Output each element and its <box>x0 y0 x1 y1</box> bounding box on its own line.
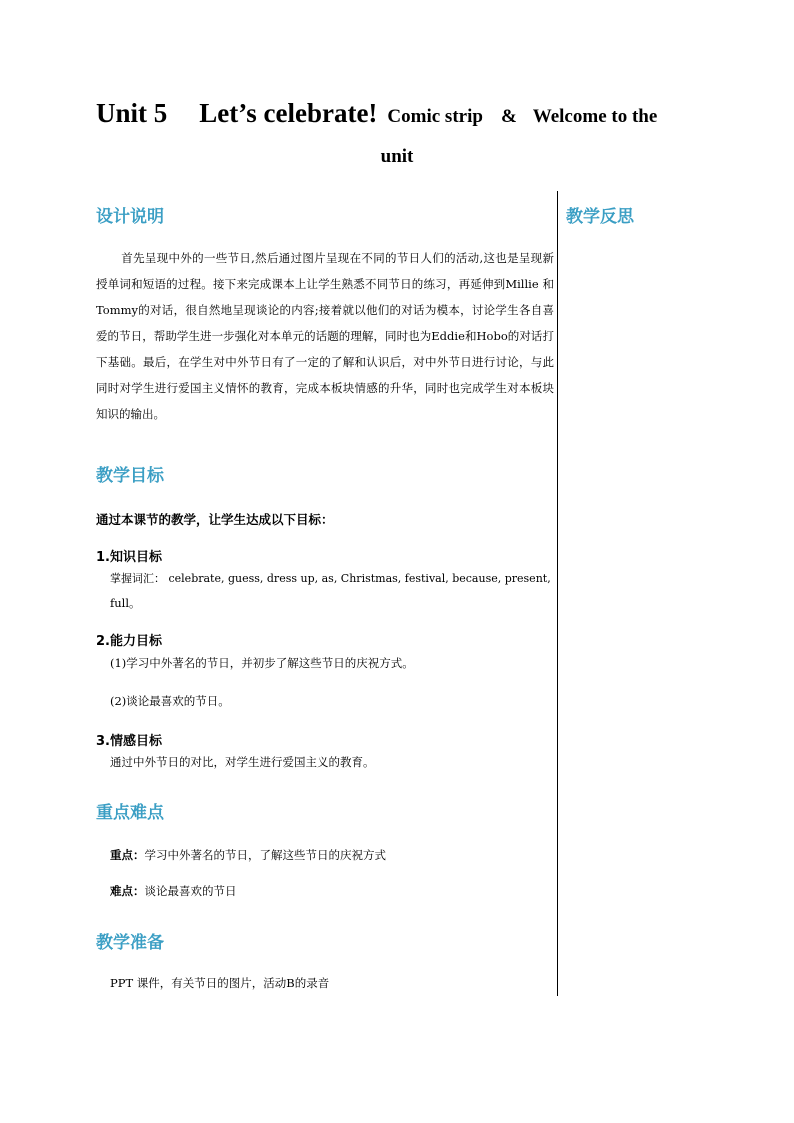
emotion-item1: 通过中外节日的对比，对学生进行爱国主义的教育。 <box>110 755 375 769</box>
preparation-text: PPT 课件，有关节日的图片，活动B的录音 <box>110 976 330 990</box>
reflection-heading: 教学反思 <box>566 207 634 227</box>
difficulty-label: 难点： <box>110 884 145 898</box>
difficulty-line <box>110 879 237 903</box>
focus-text: 学习中外著名的节日，了解这些节日的庆祝方式 <box>144 848 386 862</box>
page-title <box>96 98 706 129</box>
focus-line <box>110 843 386 867</box>
preparation-heading: 教学准备 <box>96 933 164 953</box>
difficulty-text: 谈论最喜欢的节日 <box>144 884 237 898</box>
focus-label: 重点： <box>110 848 145 862</box>
ability-title: 2.能力目标 <box>96 634 162 649</box>
title-unit: Unit 5 <box>96 98 168 128</box>
design-heading: 设计说明 <box>96 207 164 227</box>
title-main: Let’s celebrate! <box>199 98 378 128</box>
knowledge-line1: 掌握词汇： celebrate, guess, dress up, as, Christmas, festival, because, present, <box>110 572 551 585</box>
knowledge-line2: full。 <box>110 596 141 610</box>
page-title-line2: unit <box>380 146 414 167</box>
title-amp: & <box>500 106 517 127</box>
objectives-heading: 教学目标 <box>96 466 164 486</box>
keypoints-heading: 重点难点 <box>96 803 164 823</box>
title-sub2: Welcome to the <box>532 106 658 127</box>
design-paragraph: 首先呈现中外的一些节日,然后通过图片呈现在不同的节日人们的活动,这也是呈现新授单词和短语的过程。接下来完成课本上让学生熟悉不同节日的练习，再延伸到Millie 和 Tommy的对话，很自然地呈现谈论的内容;接着就以他们的对话为模本，讨论学生各自喜爱的节日，帮助学生进一步强化对本单元的话题的理解，同时也为Eddie和Hobo的对话打下基础。最后，在学生对中外节日有了一定的了解和认识后，对中外节日进行讨论，与此同时对学生进行爱国主义情怀的教育，完成本板块情感的升华，同时也完成学生对本板块知识的输出。 <box>96 251 554 421</box>
title-sub1: Comic strip <box>387 106 483 127</box>
knowledge-title: 1.知识目标 <box>96 550 162 565</box>
objectives-intro: 通过本课节的教学，让学生达成以下目标： <box>96 512 334 527</box>
emotion-title: 3.情感目标 <box>96 734 162 749</box>
ability-item2: (2)谈论最喜欢的节日。 <box>110 694 230 708</box>
ability-item1: (1)学习中外著名的节日，并初步了解这些节日的庆祝方式。 <box>110 656 414 670</box>
column-divider <box>557 191 558 996</box>
